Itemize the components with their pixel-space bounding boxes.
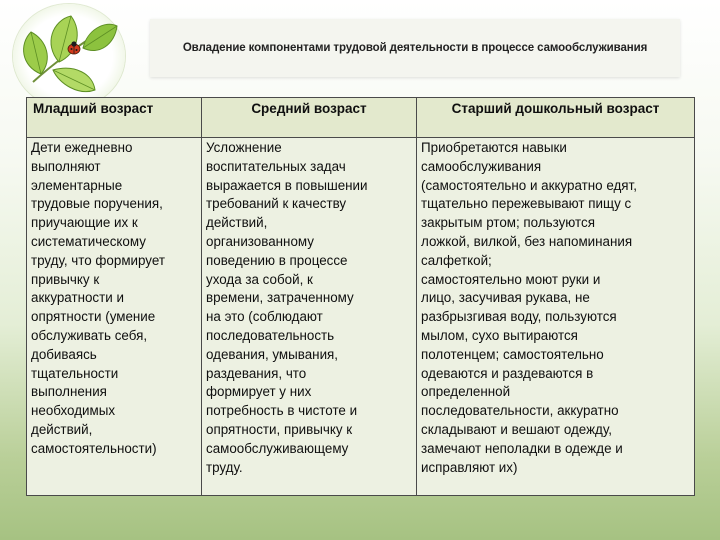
header-senior-preschool-age: Старший дошкольный возраст — [417, 98, 695, 138]
cell-senior-preschool-age-text: Приобретаются навыки самообслуживания (самостоятельно и аккуратно едят, тщательно пережевывают пищу с закрытым ртом; пользуются ложкой, вилкой, без напоминания салфеткой; самостоятельно моют руки и лицо, засучивая рукава, не разбрызгивая воду, пользуются мылом, сухо вытираются полотенцем; самостоятельно одеваются и раздеваются в определенной последовательности, аккуратно складывают и вешают одежду, замечают неполадки в одежде и исправляют их) — [421, 140, 637, 475]
cell-middle-age-text: Усложнение воспитательных задач выражается в повышении требований к качеству действий, организованному поведению в процессе ухода за собой, к времени, затраченному на это (соблюдают последовательность одевания, умывания, раздевания, что формирует у них потребность в чистоте и опрятности, привычку к самообслуживающему труду. — [206, 140, 368, 475]
cell-junior-age — [27, 138, 202, 496]
leaves-with-ladybug-icon — [13, 4, 125, 108]
header-middle-age: Средний возраст — [202, 98, 417, 138]
table-header-row — [27, 98, 695, 138]
cell-junior-age-text: Дети ежедневно выполняют элементарные трудовые поручения, приучающие их к систематическому труду, что формирует привычку к аккуратности и опрятности (умение обслуживать себя, добиваясь тщательности выполнения необходимых действий, самостоятельности) — [31, 140, 165, 456]
cell-senior-preschool-age — [417, 138, 695, 496]
page-title: Овладение компонентами трудовой деятельности в процессе самообслуживания — [182, 42, 648, 54]
cell-middle-age — [202, 138, 417, 496]
table-row — [27, 138, 695, 496]
age-groups-table — [26, 97, 695, 496]
logo — [13, 4, 125, 108]
header-junior-age: Младший возраст — [27, 98, 202, 138]
title-banner — [150, 19, 680, 77]
